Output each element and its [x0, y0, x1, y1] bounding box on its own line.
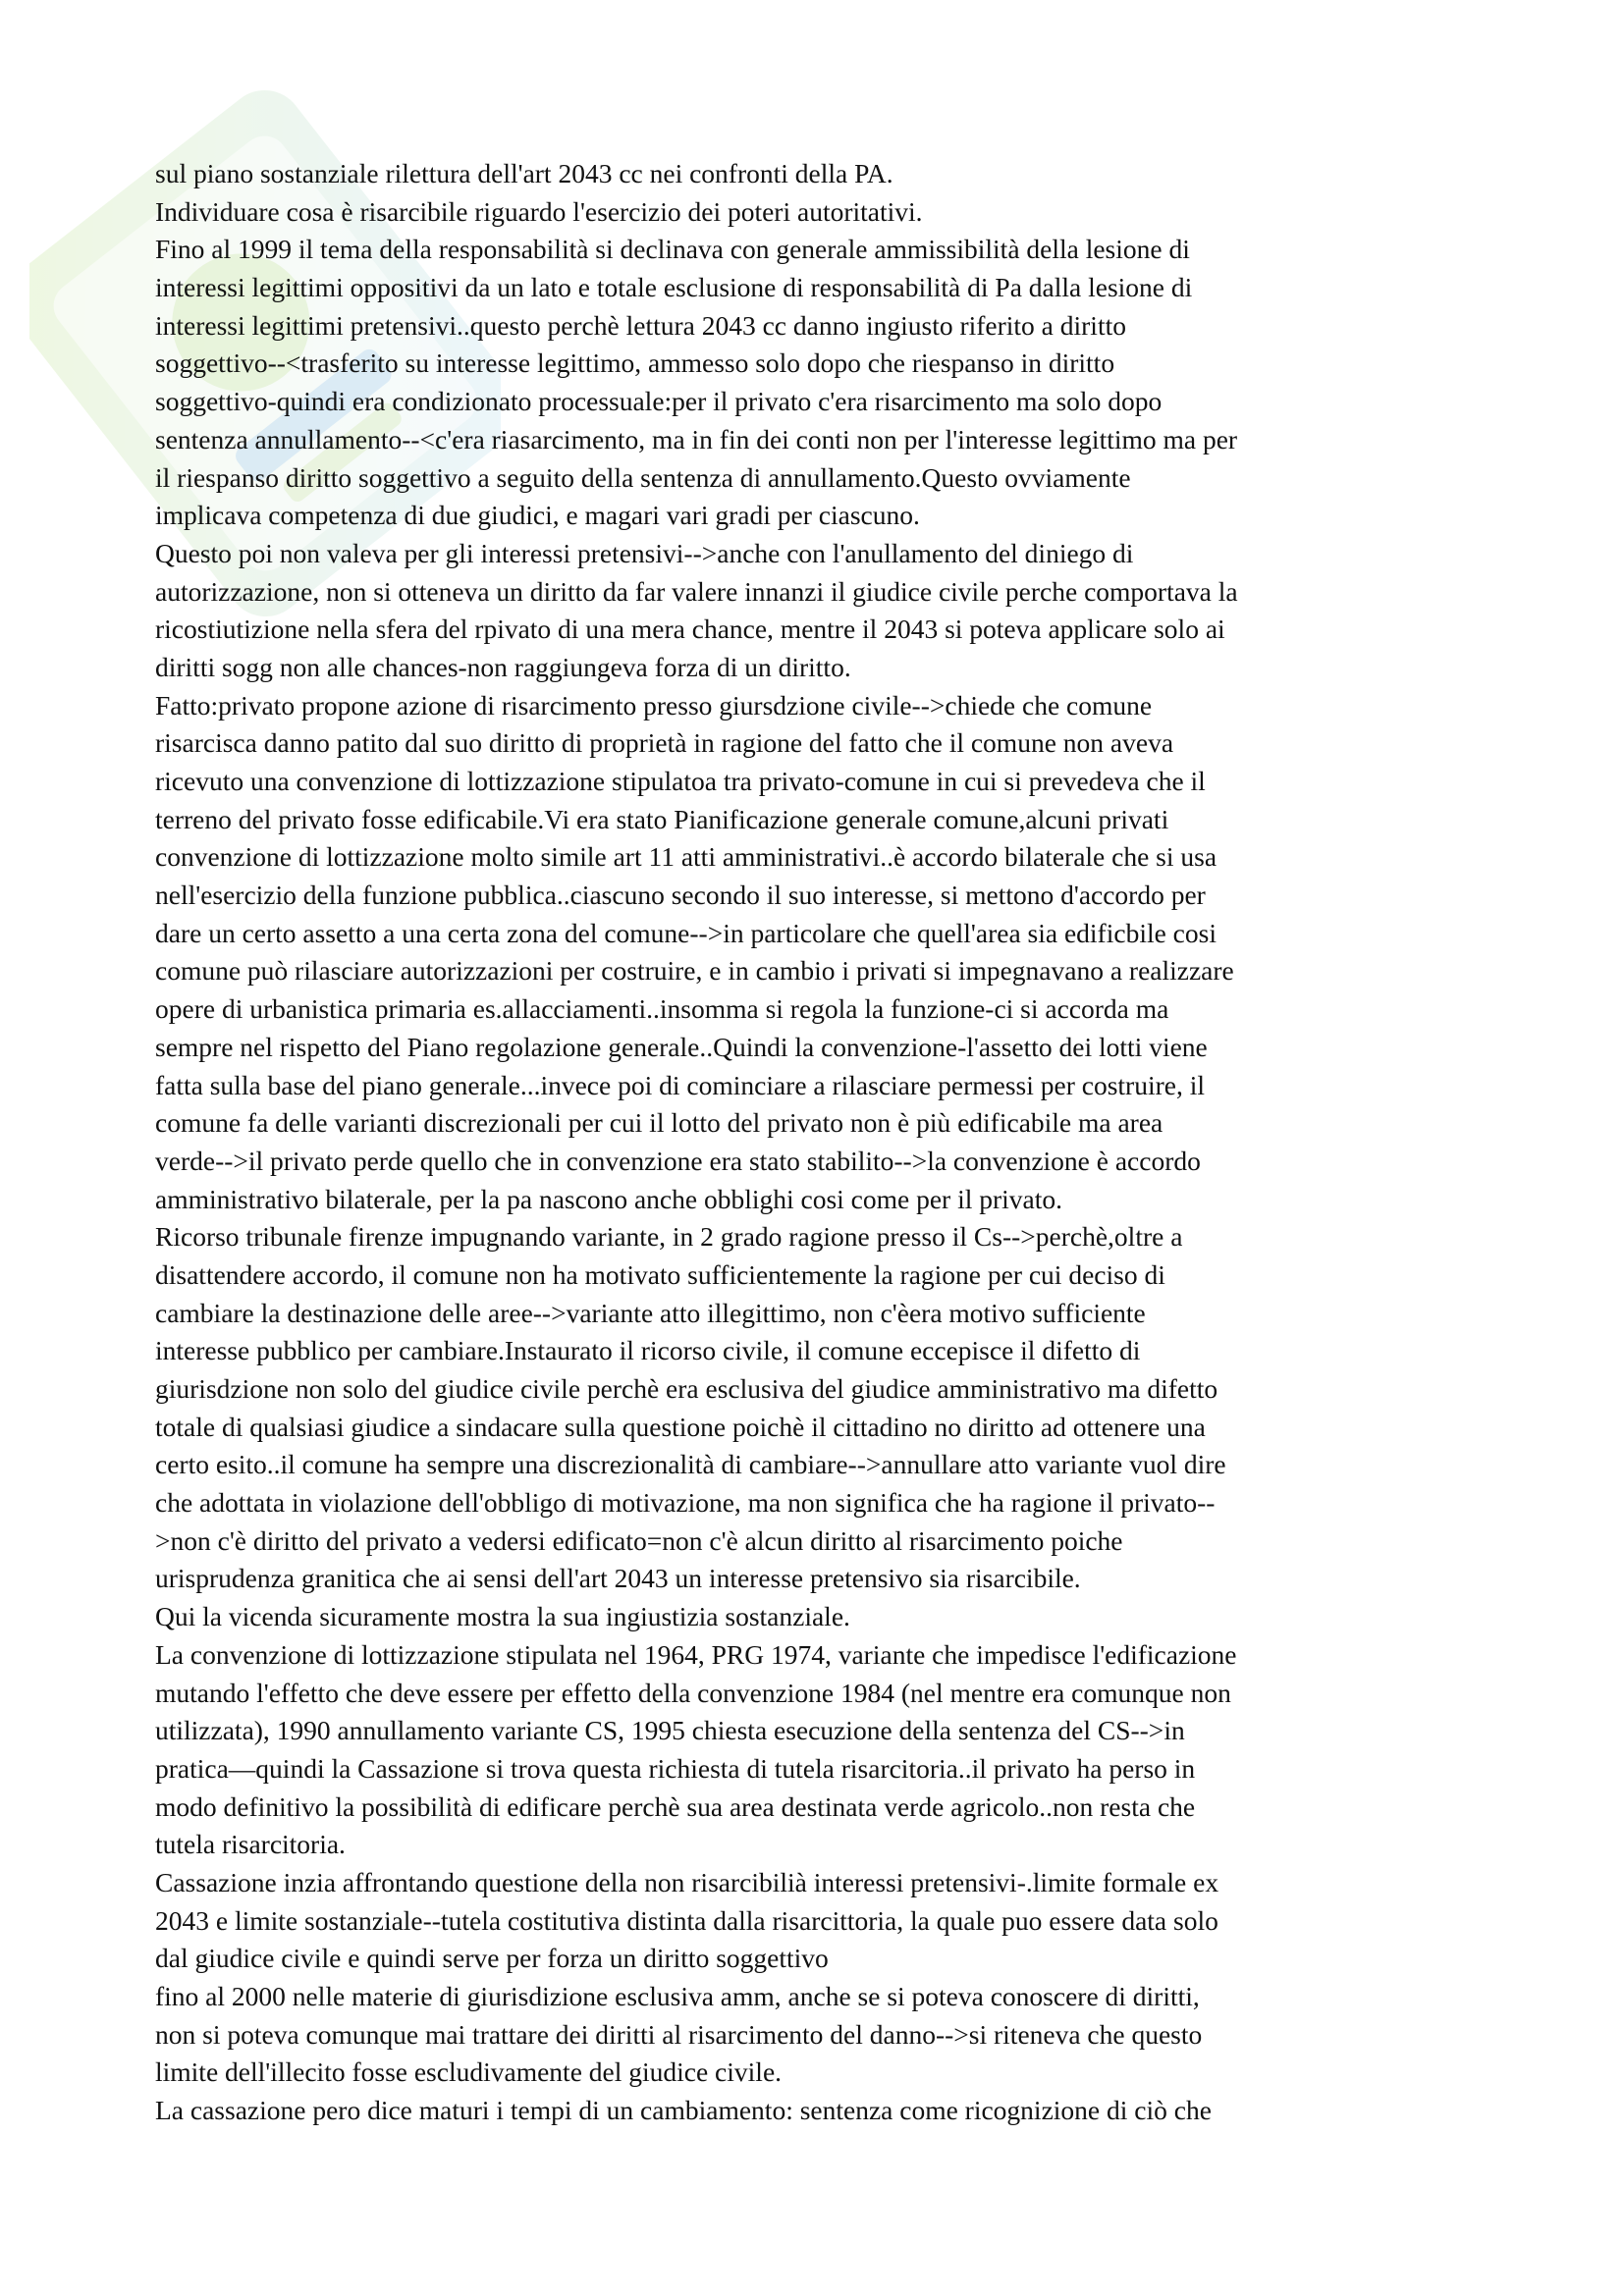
text-line: opere di urbanistica primaria es.allacciamenti..insomma si regola la funzione-ci si accorda ma [155, 993, 1169, 1025]
text-line: pratica—quindi la Cassazione si trova questa richiesta di tutela risarcitoria..il privato ha perso in [155, 1752, 1196, 1784]
text-line: dal giudice civile e quindi serve per forza un diritto soggettivo [155, 1943, 829, 1974]
text-line: urisprudenza granitica che ai sensi dell'art 2043 un interesse pretensivo sia risarcibile. [155, 1563, 1081, 1594]
text-line: sempre nel rispetto del Piano regolazione generale..Quindi la convenzione-l'assetto dei lotti viene [155, 1031, 1208, 1062]
text-line: Qui la vicenda sicuramente mostra la sua ingiustizia sostanziale. [155, 1601, 850, 1632]
text-line: fino al 2000 nelle materie di giurisdizione esclusiva amm, anche se si poteva conoscere di diritti, [155, 1981, 1200, 2011]
text-line: interessi legittimi pretensivi..questo perchè lettura 2043 cc danno ingiusto riferito a diritto [155, 309, 1126, 341]
text-line: terreno del privato fosse edificabile.Vi era stato Pianificazione generale comune,alcuni privati [155, 803, 1169, 834]
text-line: Cassazione inzia affrontando questione della non risarcibilià interessi pretensivi-.limite formale ex [155, 1866, 1219, 1897]
text-line: ricostiutizione nella sfera del rpivato di una mera chance, mentre il 2043 si poteva applicare solo ai [155, 614, 1225, 645]
text-line: convenzione di lottizzazione molto simile art 11 atti amministrativi..è accordo bilaterale che si usa [155, 841, 1217, 873]
text-line: mutando l'effetto che deve essere per effetto della convenzione 1984 (nel mentre era comunque non [155, 1677, 1231, 1708]
text-line: limite dell'illecito fosse escludivamente del giudice civile. [155, 2056, 783, 2088]
text-line: ricevuto una convenzione di lottizzazione stipulatoa tra privato-comune in cui si prevedeva che il [155, 766, 1206, 796]
text-line: tutela risarcitoria. [155, 1829, 346, 1860]
text-line: diritti sogg non alle chances-non raggiungeva forza di un diritto. [155, 651, 851, 682]
text-line: certo esito..il comune ha sempre una discrezionalità di cambiare-->annullare atto variante vuol dire [155, 1449, 1226, 1480]
text-line: La convenzione di lottizzazione stipulata nel 1964, PRG 1974, variante che impedisce l'edificazione [155, 1638, 1237, 1670]
text-line: giurisdzione non solo del giudice civile perchè era esclusiva del giudice amministrativo ma difetto [155, 1373, 1218, 1404]
text-line: soggettivo--<trasferito su interesse legittimo, ammesso solo dopo che riespanso in diritto [155, 347, 1115, 379]
text-line: modo definitivo la possibilità di edificare perchè sua area destinata verde agricolo..non resta che [155, 1790, 1196, 1822]
text-line: il riespanso diritto soggettivo a seguito della sentenza di annullamento.Questo ovviamente [155, 461, 1131, 493]
text-line: soggettivo-quindi era condizionato processuale:per il privato c'era risarcimento ma solo dopo [155, 386, 1163, 417]
text-line: verde-->il privato perde quello che in convenzione era stato stabilito-->la convenzione è accordo [155, 1145, 1201, 1176]
text-line: dare un certo assetto a una certa zona del comune-->in particolare che quell'area sia edificbile cosi [155, 917, 1217, 948]
text-line: fatta sulla base del piano generale...invece poi di cominciare a rilasciare permessi per costruire, il [155, 1069, 1205, 1100]
text-line: Fino al 1999 il tema della responsabilità si declinava con generale ammissibilità della lesione di [155, 234, 1190, 265]
text-line: cambiare la destinazione delle aree-->variante atto illegittimo, non c'èera motivo sufficiente [155, 1297, 1146, 1328]
text-line: Ricorso tribunale firenze impugnando variante, in 2 grado ragione presso il Cs-->perchè,oltre a [155, 1221, 1183, 1253]
text-line: risarcisca danno patito dal suo diritto di proprietà in ragione del fatto che il comune non aveva [155, 727, 1174, 759]
text-line: Fatto:privato propone azione di risarcimento presso giursdzione civile-->chiede che comune [155, 689, 1153, 721]
text-line: >non c'è diritto del privato a vedersi edificato=non c'è alcun diritto al risarcimento poiche [155, 1524, 1123, 1556]
text-line: La cassazione pero dice maturi i tempi di un cambiamento: sentenza come ricognizione di ciò che [155, 2095, 1212, 2126]
text-line: amministrativo bilaterale, per la pa nascono anche obblighi cosi come per il privato. [155, 1183, 1063, 1214]
text-line: 2043 e limite sostanziale--tutela costitutiva distinta dalla risarcittoria, la quale puo essere data solo [155, 1904, 1218, 1936]
document-body [155, 155, 1490, 2130]
text-line: implicava competenza di due giudici, e magari vari gradi per ciascuno. [155, 500, 920, 531]
text-line: nell'esercizio della funzione pubblica..ciascuno secondo il suo interesse, si mettono d'accordo per [155, 880, 1206, 911]
text-line: comune fa delle varianti discrezionali per cui il lotto del privato non è più edificabile ma area [155, 1107, 1163, 1139]
text-line: Individuare cosa è risarcibile riguardo l'esercizio dei poteri autoritativi. [155, 195, 923, 227]
text-line: disattendere accordo, il comune non ha motivato sufficientemente la ragione per cui deciso di [155, 1258, 1165, 1290]
text-line: comune può rilasciare autorizzazioni per costruire, e in cambio i privati si impegnavano a realizzare [155, 955, 1234, 987]
text-line: autorizzazione, non si otteneva un diritto da far valere innanzi il giudice civile perche comportava la [155, 575, 1238, 607]
text-line: che adottata in violazione dell'obbligo di motivazione, ma non significa che ha ragione il privato-- [155, 1487, 1216, 1519]
text-line: Questo poi non valeva per gli interessi pretensivi-->anche con l'anullamento del diniego di [155, 537, 1134, 568]
text-line: non si poteva comunque mai trattare dei diritti al risarcimento del danno-->si riteneva che questo [155, 2018, 1203, 2050]
text-line: interesse pubblico per cambiare.Instaurato il ricorso civile, il comune eccepisce il difetto di [155, 1335, 1141, 1366]
text-line: sentenza annullamento--<c'era riasarcimento, ma in fin dei conti non per l'interesse legittimo ma per [155, 423, 1238, 454]
text-line: interessi legittimi oppositivi da un lato e totale esclusione di responsabilità di Pa dalla lesione di [155, 272, 1193, 303]
text-line: sul piano sostanziale rilettura dell'art 2043 cc nei confronti della PA. [155, 158, 893, 188]
text-line: utilizzata), 1990 annullamento variante CS, 1995 chiesta esecuzione della sentenza del CS-->in [155, 1715, 1185, 1746]
text-line: totale di qualsiasi giudice a sindacare sulla questione poichè il cittadino no diritto ad ottenere una [155, 1411, 1206, 1442]
